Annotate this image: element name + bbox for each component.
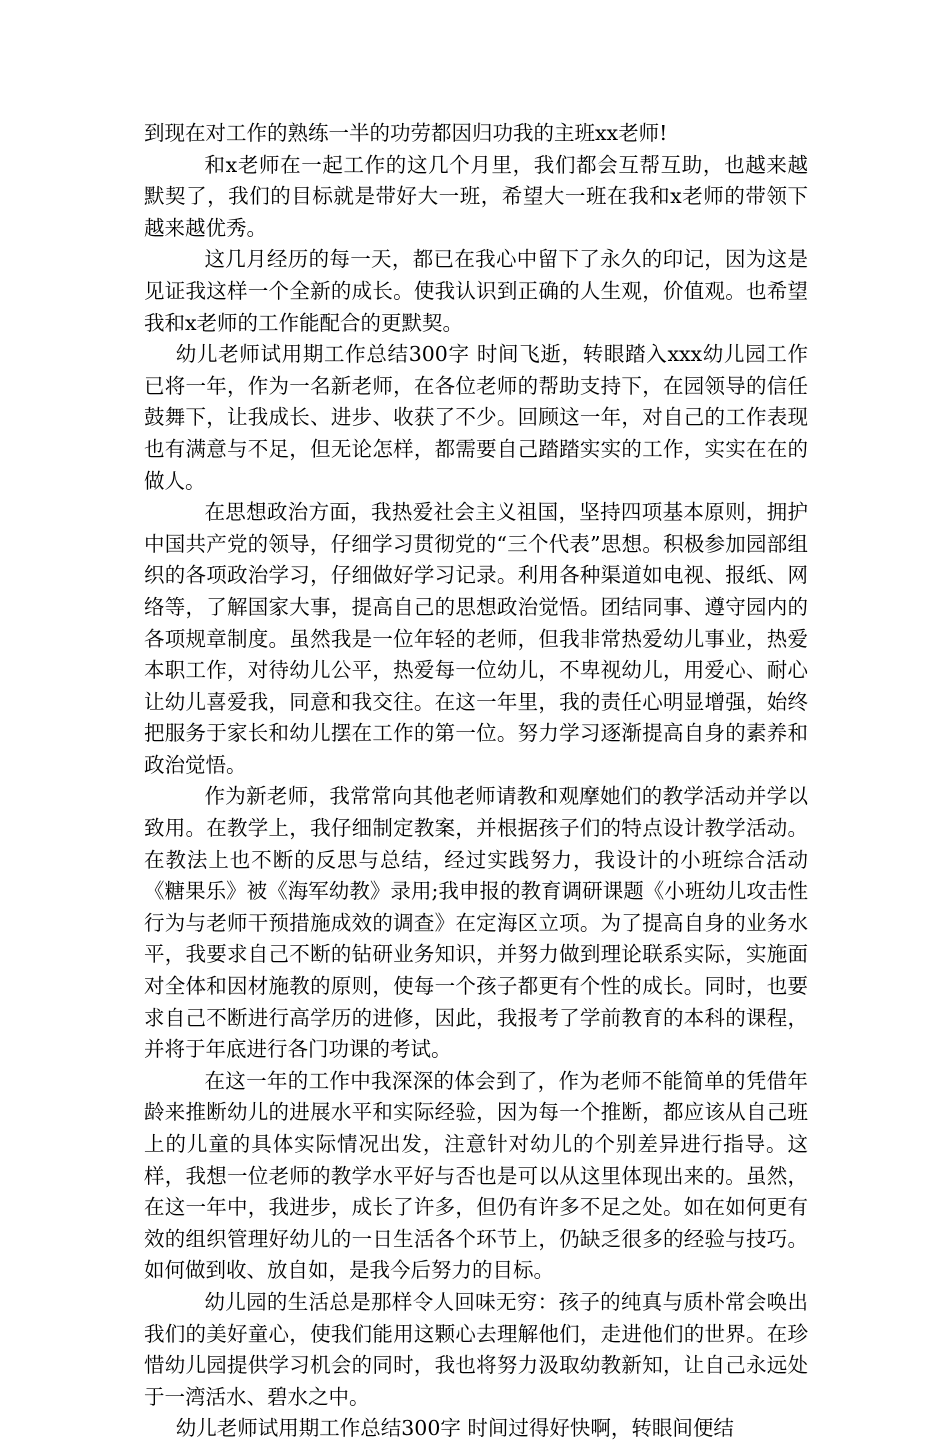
paragraph-cooperation: 和x老师在一起工作的这几个月里，我们都会互帮互助，也越来越默契了，我们的目标就是带好大一班，希望大一班在我和x老师的带领下越来越优秀。 (144, 152, 808, 240)
paragraph-reflection: 在这一年的工作中我深深的体会到了，作为老师不能简单的凭借年龄来推断幼儿的进展水平和实际经验，因为每一个推断，都应该从自己班上的儿童的具体实际情况出发，注意针对幼儿的个别差异进行指导。这样，我想一位老师的教学水平好与否也是可以从这里体现出来的。虽然，在这一年中，我进步，成长了许多，但仍有许多不足之处。如在如何更有效的组织管理好幼儿的一日生活各个环节上，仍缺乏很多的经验与技巧。如何做到收、放自如，是我今后努力的目标。 (144, 1068, 808, 1283)
document-body (144, 118, 808, 1445)
paragraph-political: 在思想政治方面，我热爱社会主义祖国，坚持四项基本原则，拥护中国共产党的领导，仔细学习贯彻党的“三个代表”思想。积极参加园部组织的各项政治学习，仔细做好学习记录。利用各种渠道如电视、报纸、网络等，了解国家大事，提高自己的思想政治觉悟。团结同事、遵守园内的各项规章制度。虽然我是一位年轻的老师，但我非常热爱幼儿事业，热爱本职工作，对待幼儿公平，热爱每一位幼儿，不卑视幼儿，用爱心、耐心让幼儿喜爱我，同意和我交往。在这一年里，我的责任心明显增强，始终把服务于家长和幼儿摆在工作的第一位。努力学习逐渐提高自身的素养和政治觉悟。 (144, 500, 808, 777)
paragraph-life: 幼儿园的生活总是那样令人回味无穷：孩子的纯真与质朴常会唤出我们的美好童心，使我们能用这颗心去理解他们，走进他们的世界。在珍惜幼儿园提供学习机会的同时，我也将努力汲取幼教新知，让自己永远处于一湾活水、碧水之中。 (144, 1289, 808, 1409)
paragraph-teaching: 作为新老师，我常常向其他老师请教和观摩她们的教学活动并学以致用。在教学上，我仔细制定教案，并根据孩子们的特点设计教学活动。在教法上也不断的反思与总结，经过实践努力，我设计的小班综合活动《糖果乐》被《海军幼教》录用;我申报的教育调研课题《小班幼儿攻击性行为与老师干预措施成效的调查》在定海区立项。为了提高自身的业务水平，我要求自己不断的钻研业务知识，并努力做到理论联系实际，实施面对全体和因材施教的原则，使每一个孩子都更有个性的成长。同时，也要求自己不断进行高学历的进修，因此，我报考了学前教育的本科的课程，并将于年底进行各门功课的考试。 (144, 784, 808, 1062)
paragraph-growth: 这几月经历的每一天，都已在我心中留下了永久的印记，因为这是见证我这样一个全新的成长。使我认识到正确的人生观，价值观。也希望我和x老师的工作能配合的更默契。 (144, 247, 808, 335)
paragraph-summary-heading-2: 幼儿老师试用期工作总结300字 时间过得好快啊，转眼间便结 (175, 1416, 734, 1441)
paragraph-continuation: 到现在对工作的熟练一半的功劳都因归功我的主班xx老师! (144, 121, 668, 145)
paragraph-summary-heading-1: 幼儿老师试用期工作总结300字 时间飞逝，转眼踏入xxx幼儿园工作已将一年，作为一名新老师，在各位老师的帮助支持下，在园领导的信任鼓舞下，让我成长、进步、收获了不少。回顾这一年，对自己的工作表现也有满意与不足，但无论怎样，都需要自己踏踏实实的工作，实实在在的做人。 (144, 342, 808, 493)
